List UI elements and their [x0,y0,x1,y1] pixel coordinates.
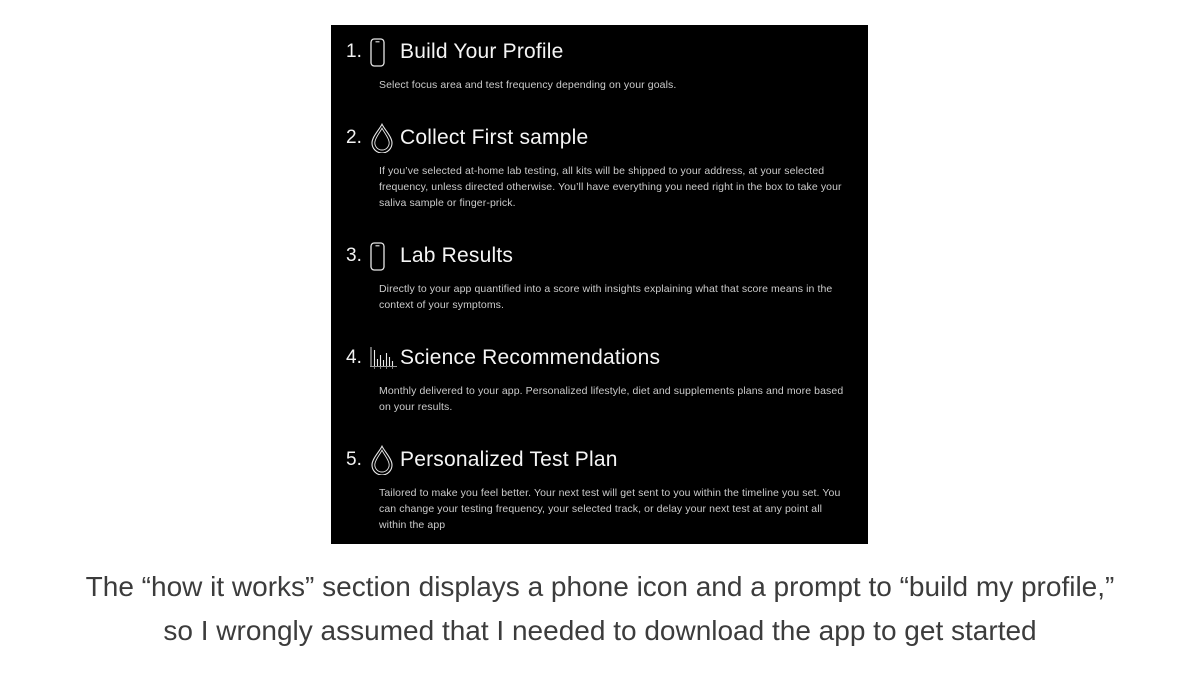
droplet-icon [367,123,400,153]
steps-list [346,37,846,533]
phone-icon [367,38,400,67]
step-item [346,241,846,313]
step-number: 3. [346,245,362,266]
step-title: Build Your Profile [400,40,564,63]
step-description: Select focus area and test frequency depending on your goals. [379,79,677,91]
step-header [346,343,846,373]
step-item [346,445,846,533]
step-description: Tailored to make you feel better. Your next test will get sent to you within the timeline you set. You can change your testing frequency, your selected track, or delay your next test at any point all within the app [379,487,841,531]
step-header [346,37,846,67]
step-number: 2. [346,127,362,148]
step-number: 4. [346,347,362,368]
step-header [346,445,846,475]
bar-chart-icon [367,347,400,370]
how-it-works-panel [331,25,868,544]
caption-line-2: so I wrongly assumed that I needed to download the app to get started [163,615,1037,646]
step-title: Lab Results [400,244,514,267]
step-header [346,123,846,153]
step-title: Science Recommendations [400,346,661,369]
step-number: 5. [346,449,362,470]
step-header [346,241,846,271]
step-item [346,123,846,211]
step-title: Personalized Test Plan [400,448,618,471]
step-title: Collect First sample [400,126,589,149]
step-number: 1. [346,41,362,62]
step-description: If you’ve selected at-home lab testing, all kits will be shipped to your address, at your selected frequency, unless directed otherwise. You’ll have everything you need right in the box to take your saliva sample or finger-prick. [379,165,842,209]
step-description: Directly to your app quantified into a score with insights explaining what that score means in the context of your symptoms. [379,283,833,311]
step-description: Monthly delivered to your app. Personalized lifestyle, diet and supplements plans and more based on your results. [379,385,844,413]
phone-icon [367,242,400,271]
step-item [346,343,846,415]
caption-line-1: The “how it works” section displays a phone icon and a prompt to “build my profile,” [85,571,1115,602]
step-item [346,37,846,93]
caption [0,565,1200,653]
droplet-icon [367,445,400,475]
